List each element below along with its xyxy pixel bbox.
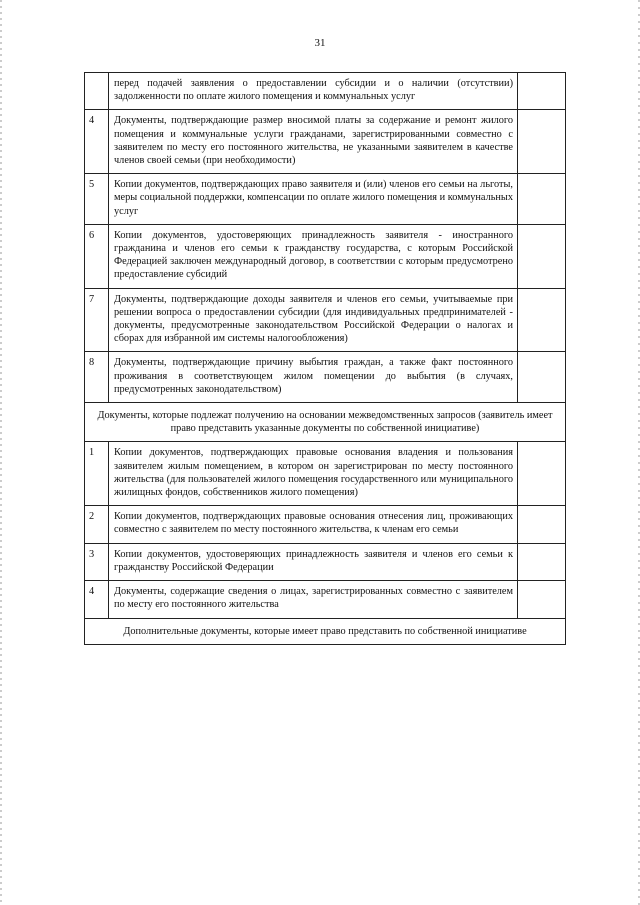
row-number: 6 <box>85 224 109 288</box>
scan-edge-left <box>0 0 2 905</box>
row-blank-cell <box>518 506 566 543</box>
row-text: Копии документов, подтверждающих правовые основания владения и пользования заявителем жилым помещением, в котором он зарегистрирован по месту постоянного жительства (для пользователей жилого помещения государственного или муниципального жилищных фондов, собственников жилого помещения) <box>109 442 518 506</box>
row-text: Копии документов, удостоверяющих принадлежность заявителя - иностранного гражданина и членов его семьи к гражданству государства, с которым Российской Федерацией заключен международный договор, в соответствии с которым предусмотрено предоставление субсидий <box>109 224 518 288</box>
table-row <box>85 442 566 506</box>
row-text: Документы, содержащие сведения о лицах, зарегистрированных совместно с заявителем по месту его постоянного жительства <box>109 581 518 618</box>
row-blank-cell <box>518 352 566 403</box>
row-text: Документы, подтверждающие причину выбытия граждан, а также факт постоянного проживания в соответствующем жилом помещении до выбытия (в случаях, предусмотренных законодательством) <box>109 352 518 403</box>
section-header-interagency: Документы, которые подлежат получению на основании межведомственных запросов (заявитель имеет право представить указанные документы по собственной инициативе) <box>85 403 566 442</box>
row-number <box>85 73 109 110</box>
row-number: 2 <box>85 506 109 543</box>
row-blank-cell <box>518 224 566 288</box>
section-header-additional: Дополнительные документы, которые имеет право представить по собственной инициативе <box>85 618 566 644</box>
row-text: Копии документов, подтверждающих право заявителя и (или) членов его семьи на льготы, меры социальной поддержки, компенсации по оплате жилого помещения и коммунальных услуг <box>109 174 518 225</box>
row-text: перед подачей заявления о предоставлении субсидии и о наличии (отсутствии) задолженности по оплате жилого помещения и коммунальных услуг <box>109 73 518 110</box>
table-row <box>85 581 566 618</box>
row-number: 5 <box>85 174 109 225</box>
table-row <box>85 174 566 225</box>
row-number: 3 <box>85 543 109 580</box>
row-blank-cell <box>518 288 566 352</box>
table-row <box>85 506 566 543</box>
documents-table <box>84 72 566 645</box>
table-row <box>85 110 566 174</box>
row-text: Копии документов, подтверждающих правовые основания отнесения лиц, проживающих совместно с заявителем по месту постоянного жительства, к членам его семьи <box>109 506 518 543</box>
section-header-row <box>85 403 566 442</box>
row-number: 8 <box>85 352 109 403</box>
table-row <box>85 288 566 352</box>
row-number: 7 <box>85 288 109 352</box>
row-text: Документы, подтверждающие размер вносимой платы за содержание и ремонт жилого помещения и коммунальные услуги гражданами, зарегистрированными совместно с заявителем по месту его постоянного жительства, не указанными заявителем в качестве членов своей семьи (при необходимости) <box>109 110 518 174</box>
row-blank-cell <box>518 174 566 225</box>
row-text: Документы, подтверждающие доходы заявителя и членов его семьи, учитываемые при решении вопроса о предоставлении субсидии (для индивидуальных предпринимателей - документы, предусмотренные законодательством Российской Федерации о налогах и сборах для избранной им системы налогообложения) <box>109 288 518 352</box>
row-number: 4 <box>85 581 109 618</box>
row-blank-cell <box>518 73 566 110</box>
table-row <box>85 543 566 580</box>
row-blank-cell <box>518 581 566 618</box>
row-number: 1 <box>85 442 109 506</box>
table-row <box>85 224 566 288</box>
row-blank-cell <box>518 543 566 580</box>
section-header-row <box>85 618 566 644</box>
table-row <box>85 73 566 110</box>
table-row <box>85 352 566 403</box>
row-blank-cell <box>518 110 566 174</box>
row-number: 4 <box>85 110 109 174</box>
row-text: Копии документов, удостоверяющих принадлежность заявителя и членов его семьи к гражданству Российской Федерации <box>109 543 518 580</box>
row-blank-cell <box>518 442 566 506</box>
page-number: 31 <box>314 37 326 49</box>
